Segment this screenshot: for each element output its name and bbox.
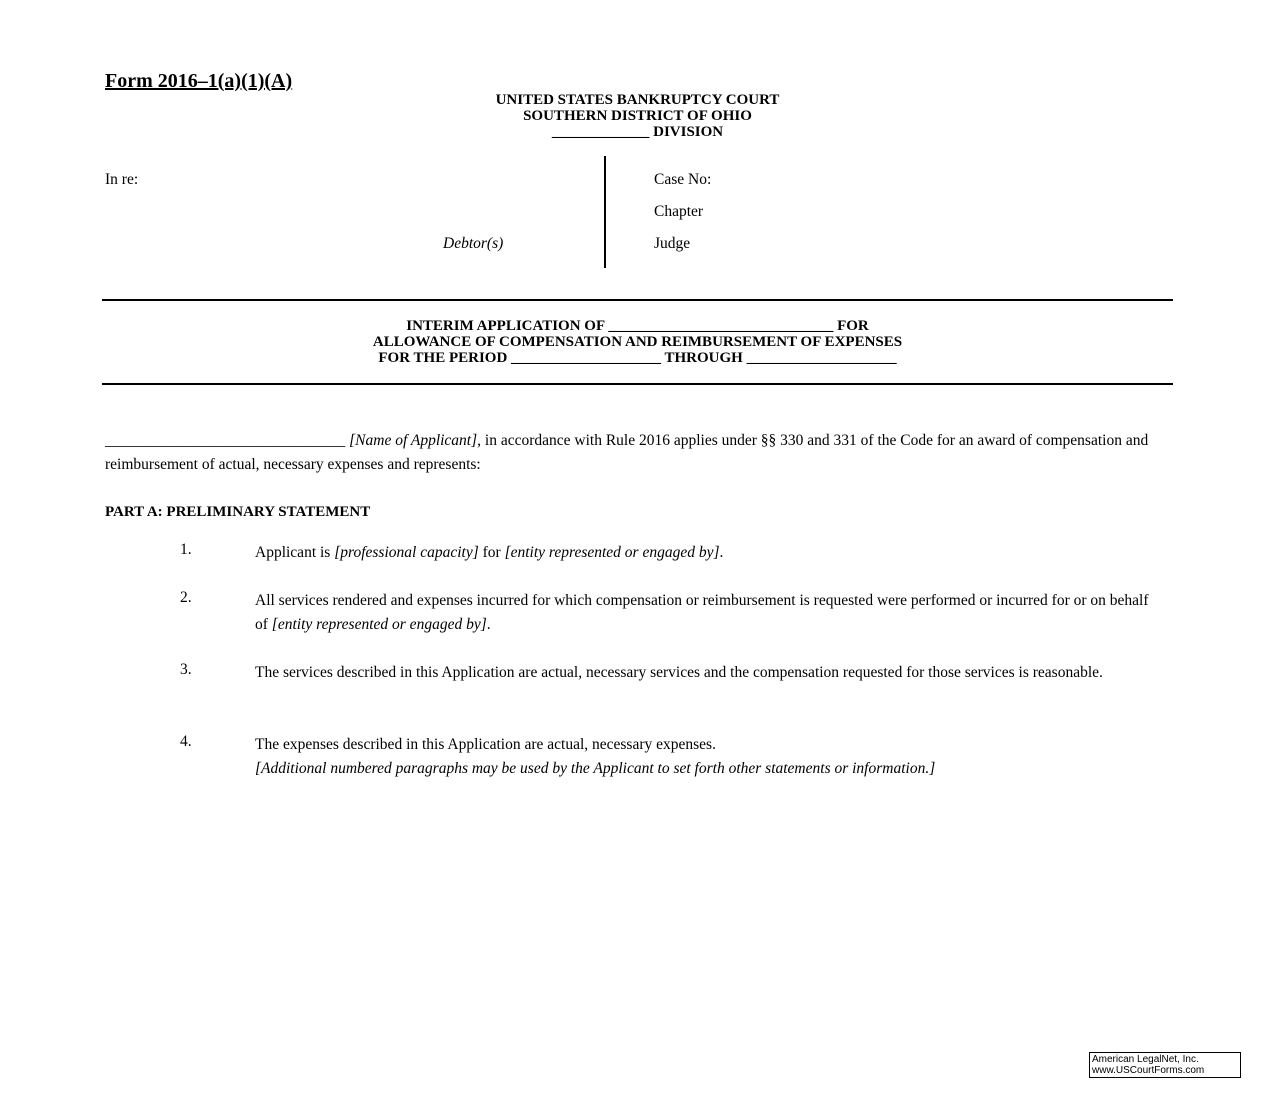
- item-text: The expenses described in this Application are actual, necessary expenses. [Additional numbered paragraphs may be used by the Applicant to set forth other statements or information.]: [255, 736, 936, 777]
- court-name: UNITED STATES BANKRUPTCY COURT: [495, 92, 780, 108]
- publisher-name: American LegalNet, Inc.: [1092, 1054, 1199, 1065]
- divider-top: [102, 299, 1173, 301]
- item-number: 1.: [180, 541, 192, 558]
- court-header: [0, 92, 1275, 140]
- publisher-footer: [1089, 1052, 1241, 1078]
- intro-paragraph: [105, 429, 1165, 477]
- publisher-url: www.USCourtForms.com: [1092, 1065, 1205, 1076]
- part-a-heading: PART A: PRELIMINARY STATEMENT: [105, 504, 371, 520]
- item-number: 4.: [180, 733, 192, 750]
- in-re-label: In re:: [105, 171, 139, 188]
- form-number: Form 2016–1(a)(1)(A): [105, 70, 293, 92]
- chapter-label: Chapter: [654, 203, 704, 220]
- caption-divider: [604, 156, 606, 268]
- court-division: _____________ DIVISION: [551, 124, 724, 140]
- item-number: 3.: [180, 661, 192, 678]
- judge-label: Judge: [654, 235, 691, 252]
- divider-bottom: [102, 383, 1173, 385]
- title-line-2: ALLOWANCE OF COMPENSATION AND REIMBURSEMENT OF EXPENSES: [372, 334, 903, 350]
- title-line-3: FOR THE PERIOD ____________________ THROUGH ____________________: [378, 350, 897, 366]
- case-no-label: Case No:: [654, 171, 712, 188]
- applicant-name-placeholder: [Name of Applicant]: [349, 432, 478, 449]
- item-text: The services described in this Application are actual, necessary services and the compensation requested for those services is reasonable.: [255, 664, 1103, 681]
- application-title: [0, 318, 1275, 366]
- item-number: 2.: [180, 589, 192, 606]
- title-line-1: INTERIM APPLICATION OF ______________________________ FOR: [406, 318, 869, 334]
- intro-text: , in accordance with Rule 2016 applies under §§ 330 and 331 of the Code for an award of compensation and reimbursement of actual, necessary expenses and represents:: [105, 432, 1149, 473]
- applicant-blank: _______________________________: [105, 432, 350, 449]
- debtors-label: Debtor(s): [443, 235, 504, 252]
- item-text: All services rendered and expenses incurred for which compensation or reimbursement is requested were performed or incurred for or on behalf of [entity represented or engaged by].: [255, 592, 1149, 633]
- court-district: SOUTHERN DISTRICT OF OHIO: [523, 108, 752, 124]
- item-text: Applicant is [professional capacity] for [entity represented or engaged by].: [255, 544, 724, 561]
